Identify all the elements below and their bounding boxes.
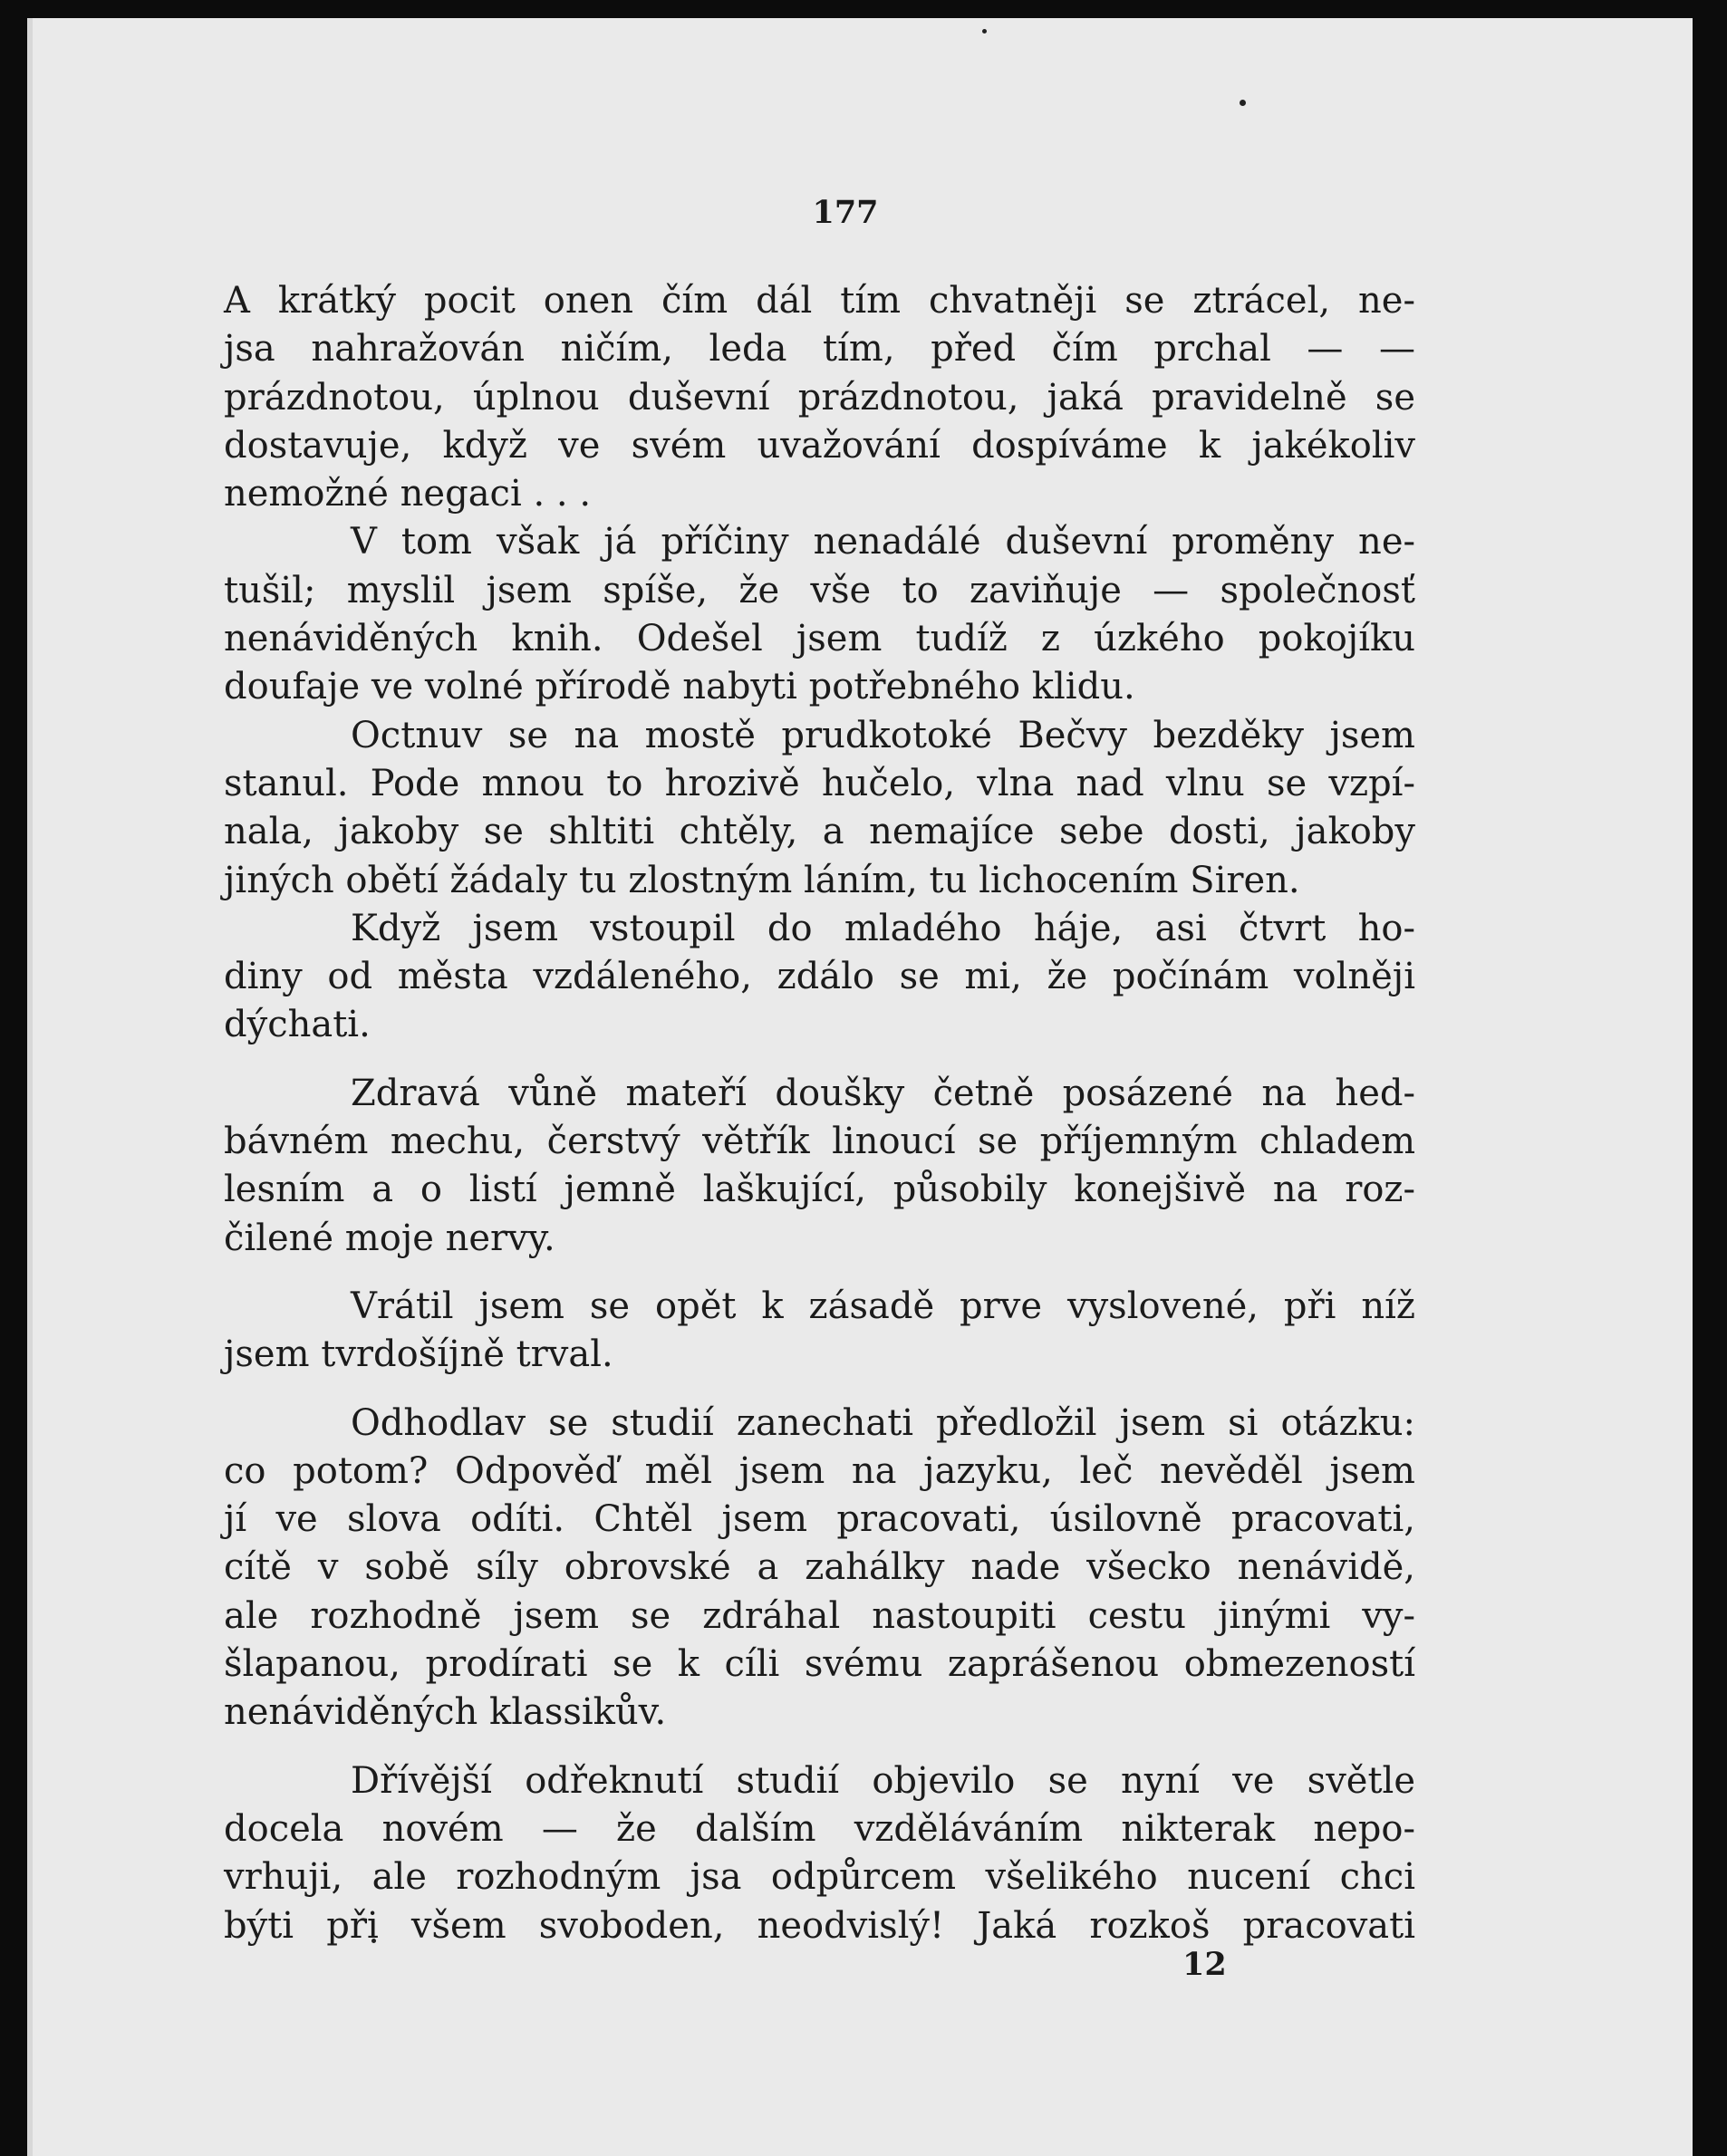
paragraph — [224, 1757, 1415, 1950]
text-line: nala, jakoby se shltiti chtěly, a nemajíce sebe dosti, jakoby — [224, 811, 1415, 853]
paragraph — [224, 1283, 1415, 1380]
text-line: vrhuji, ale rozhodným jsa odpůrcem všelikého nucení chci — [224, 1856, 1415, 1899]
text-line: diny od města vzdáleného, zdálo se mi, že počínám volněji — [224, 956, 1415, 998]
text-line: býti při všem svoboden, neodvislý! Jaká rozkoš pracovati — [224, 1904, 1415, 1947]
text-line: ale rozhodně jsem se zdráhal nastoupiti cestu jinými vy- — [224, 1594, 1415, 1637]
text-line: lesním a o listí jemně laškující, působily konejšivě na roz- — [224, 1169, 1415, 1211]
paragraph — [224, 277, 1415, 518]
paragraph — [224, 905, 1415, 1050]
text-line: stanul. Pode mnou to hrozivě hučelo, vlna nad vlnu se vzpí- — [224, 762, 1415, 804]
paragraph-gap — [224, 1737, 1415, 1757]
text-line: šlapanou, prodírati se k cíli svému zaprášenou obmezeností — [224, 1643, 1415, 1686]
text-line: prázdnotou, úplnou duševní prázdnotou, jaká pravidelně se — [224, 376, 1415, 419]
page-edge — [27, 18, 33, 2156]
paragraph — [224, 712, 1415, 905]
text-line: jsem tvrdošíjně trval. — [224, 1333, 613, 1376]
text-line: dýchati. — [224, 1004, 371, 1046]
paragraph-gap — [224, 1050, 1415, 1070]
dust-speck — [982, 29, 987, 34]
dust-speck — [1240, 100, 1246, 106]
text-line: cítě v sobě síly obrovské a zahálky nade všecko nenávidě, — [224, 1546, 1415, 1589]
text-line: Když jsem vstoupil do mladého háje, asi čtvrt ho- — [351, 907, 1415, 949]
paragraph — [224, 1400, 1415, 1737]
body-text — [224, 277, 1415, 1950]
text-line: Odhodlav se studií zanechati předložil jsem si otázku: — [351, 1401, 1415, 1444]
text-line: nenáviděných knih. Odešel jsem tudíž z úzkého pokojíku — [224, 618, 1415, 660]
text-line: bávném mechu, čerstvý větřík linoucí se příjemným chladem — [224, 1121, 1415, 1163]
text-line: V tom však já příčiny nenadálé duševní proměny ne- — [351, 521, 1415, 563]
paragraph — [224, 518, 1415, 711]
page-number: 177 — [812, 194, 879, 231]
text-line: Zdravá vůně mateří doušky četně posázené na hed- — [351, 1072, 1415, 1114]
text-line: Octnuv se na mostě prudkotoké Bečvy bezděky jsem — [351, 714, 1415, 756]
paragraph — [224, 1070, 1415, 1263]
text-line: čilené moje nervy. — [224, 1217, 555, 1259]
text-line: docela novém — že dalším vzděláváním nikterak nepo- — [224, 1807, 1415, 1850]
text-line: jí ve slova odíti. Chtěl jsem pracovati, úsilovně pracovati, — [224, 1498, 1415, 1541]
paragraph-gap — [224, 1263, 1415, 1283]
text-line: Dřívější odřeknutí studií objevilo se nyní ve světle — [351, 1759, 1415, 1802]
text-line: co potom? Odpověď měl jsem na jazyku, leč nevěděl jsem — [224, 1449, 1415, 1492]
text-line: Vrátil jsem se opět k zásadě prve vyslovené, při níž — [351, 1285, 1415, 1327]
text-line: tušil; myslil jsem spíše, že vše to zaviňuje — společnosť — [224, 569, 1415, 611]
text-line: doufaje ve volné přírodě nabyti potřebného klidu. — [224, 666, 1135, 708]
text-line: A krátký pocit onen čím dál tím chvatněji se ztrácel, ne- — [224, 280, 1415, 322]
signature-mark: 12 — [1182, 1946, 1227, 1983]
text-line: nemožné negaci . . . — [224, 473, 592, 515]
text-line: jsa nahražován ničím, leda tím, před čím prchal — — — [224, 328, 1415, 371]
text-line: jiných obětí žádaly tu zlostným láním, tu lichocením Siren. — [224, 859, 1300, 901]
text-line: nenáviděných klassikův. — [224, 1691, 667, 1734]
text-line: dostavuje, když ve svém uvažování dospíváme k jakékoliv — [224, 424, 1415, 467]
paragraph-gap — [224, 1380, 1415, 1400]
